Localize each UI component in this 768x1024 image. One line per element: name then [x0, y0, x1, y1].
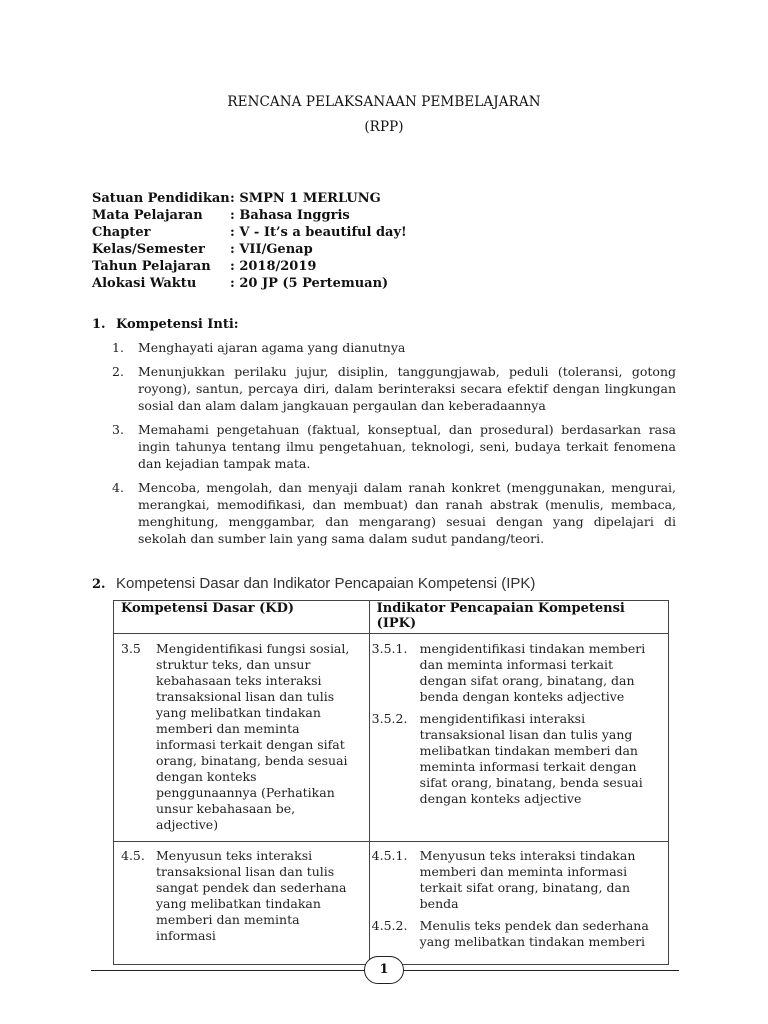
kd-text: Menyusun teks interaksi transaksional lisan dan tulis sangat pendek dan sederhana yang melibatkan tindakan memberi dan meminta informasi [156, 848, 347, 943]
ipk-item [372, 918, 660, 950]
kd-text: Mengidentifikasi fungsi sosial, struktur teks, dan unsur kebahasaan teks interaksi transaksional lisan dan tulis yang melibatkan tindakan memberi dan meminta informasi terkait dengan sifat orang, binatang, benda sesuai dengan konteks penggunaannya (Perhatikan unsur kebahasaan be, adjective) [156, 641, 350, 832]
identity-block [92, 190, 407, 292]
ipk-text: Menulis teks pendek dan sederhana yang melibatkan tindakan memberi [419, 918, 649, 949]
section-heading-ki [92, 317, 239, 332]
list-item [112, 339, 676, 356]
ipk-code: 3.5.1. [371, 641, 408, 656]
list-number: 1. [112, 340, 124, 355]
ipk-code: 4.5.2. [371, 918, 408, 933]
meta-label: Alokasi Waktu [92, 276, 197, 291]
section-number: 2. [92, 577, 106, 592]
meta-label: Tahun Pelajaran [92, 259, 211, 274]
ipk-cell [369, 634, 668, 842]
kd-ipk-table [113, 600, 669, 965]
page-number-badge: 1 [364, 956, 404, 984]
document-subtitle: (RPP) [364, 119, 404, 135]
ipk-item [372, 848, 660, 912]
ipk-code: 4.5.1. [371, 848, 408, 863]
kd-cell [114, 634, 370, 842]
meta-row [92, 207, 407, 224]
ipk-text: mengidentifikasi interaksi transaksional lisan dan tulis yang melibatkan tindakan memberi dan meminta informasi terkait dengan sifat orang, binatang, benda sesuai dengan konteks adjective [419, 711, 643, 806]
kd-code: 3.5 [121, 641, 141, 656]
table-row [114, 842, 669, 965]
meta-row [92, 275, 407, 292]
table-header-row [114, 601, 669, 634]
table-row [114, 634, 669, 842]
meta-value: : VII/Genap [230, 242, 313, 257]
list-text: Memahami pengetahuan (faktual, konseptual, dan prosedural) berdasarkan rasa ingin tahunya tentang ilmu pengetahuan, teknologi, seni, budaya terkait fenomena dan kejadian tampak mata. [138, 422, 676, 471]
table-header-kd: Kompetensi Dasar (KD) [114, 601, 370, 634]
table-header-ipk: Indikator Pencapaian Kompetensi (IPK) [369, 601, 668, 634]
kd-cell [114, 842, 370, 965]
meta-label: Satuan Pendidikan [92, 191, 230, 206]
ipk-item [372, 641, 660, 705]
kd-code: 4.5. [121, 848, 145, 863]
ipk-text: mengidentifikasi tindakan memberi dan meminta informasi terkait dengan sifat orang, binatang, dan benda dengan konteks adjective [419, 641, 646, 704]
meta-value: : Bahasa Inggris [230, 208, 350, 223]
list-item [112, 421, 676, 472]
section-heading-kd [92, 575, 535, 592]
meta-label: Kelas/Semester [92, 242, 205, 257]
list-number: 3. [112, 422, 124, 437]
list-number: 2. [112, 364, 124, 379]
meta-value: : V - It’s a beautiful day! [230, 225, 407, 240]
section-title: Kompetensi Dasar dan Indikator Pencapaian Kompetensi (IPK) [116, 575, 536, 592]
ipk-text: Menyusun teks interaksi tindakan memberi dan meminta informasi terkait sifat orang, binatang, dan benda [419, 848, 636, 911]
meta-label: Chapter [92, 225, 151, 240]
ki-list [112, 339, 676, 554]
section-number: 1. [92, 317, 106, 332]
meta-row [92, 258, 407, 275]
document-title: RENCANA PELAKSANAAN PEMBELAJARAN [227, 94, 541, 110]
ipk-cell [369, 842, 668, 965]
list-text: Menghayati ajaran agama yang dianutnya [138, 340, 406, 355]
meta-value: : 2018/2019 [230, 259, 317, 274]
meta-row [92, 224, 407, 241]
list-item [112, 363, 676, 414]
meta-value: : SMPN 1 MERLUNG [230, 191, 381, 206]
list-text: Mencoba, mengolah, dan menyaji dalam ranah konkret (menggunakan, mengurai, merangkai, memodifikasi, dan membuat) dan ranah abstrak (menulis, membaca, menghitung, menggambar, dan mengarang) sesuai dengan yang dipelajari di sekolah dan sumber lain yang sama dalam sudut pandang/teori. [138, 480, 676, 546]
meta-row [92, 190, 407, 207]
ipk-code: 3.5.2. [371, 711, 408, 726]
list-number: 4. [112, 480, 124, 495]
meta-row [92, 241, 407, 258]
section-title: Kompetensi Inti: [116, 317, 239, 332]
meta-value: : 20 JP (5 Pertemuan) [230, 276, 389, 291]
meta-label: Mata Pelajaran [92, 208, 203, 223]
ipk-item [372, 711, 660, 807]
list-item [112, 479, 676, 547]
list-text: Menunjukkan perilaku jujur, disiplin, tanggungjawab, peduli (toleransi, gotong royong), santun, percaya diri, dalam berinteraksi secara efektif dengan lingkungan sosial dan alam dalam jangkauan pergaulan dan keberadaannya [138, 364, 676, 413]
